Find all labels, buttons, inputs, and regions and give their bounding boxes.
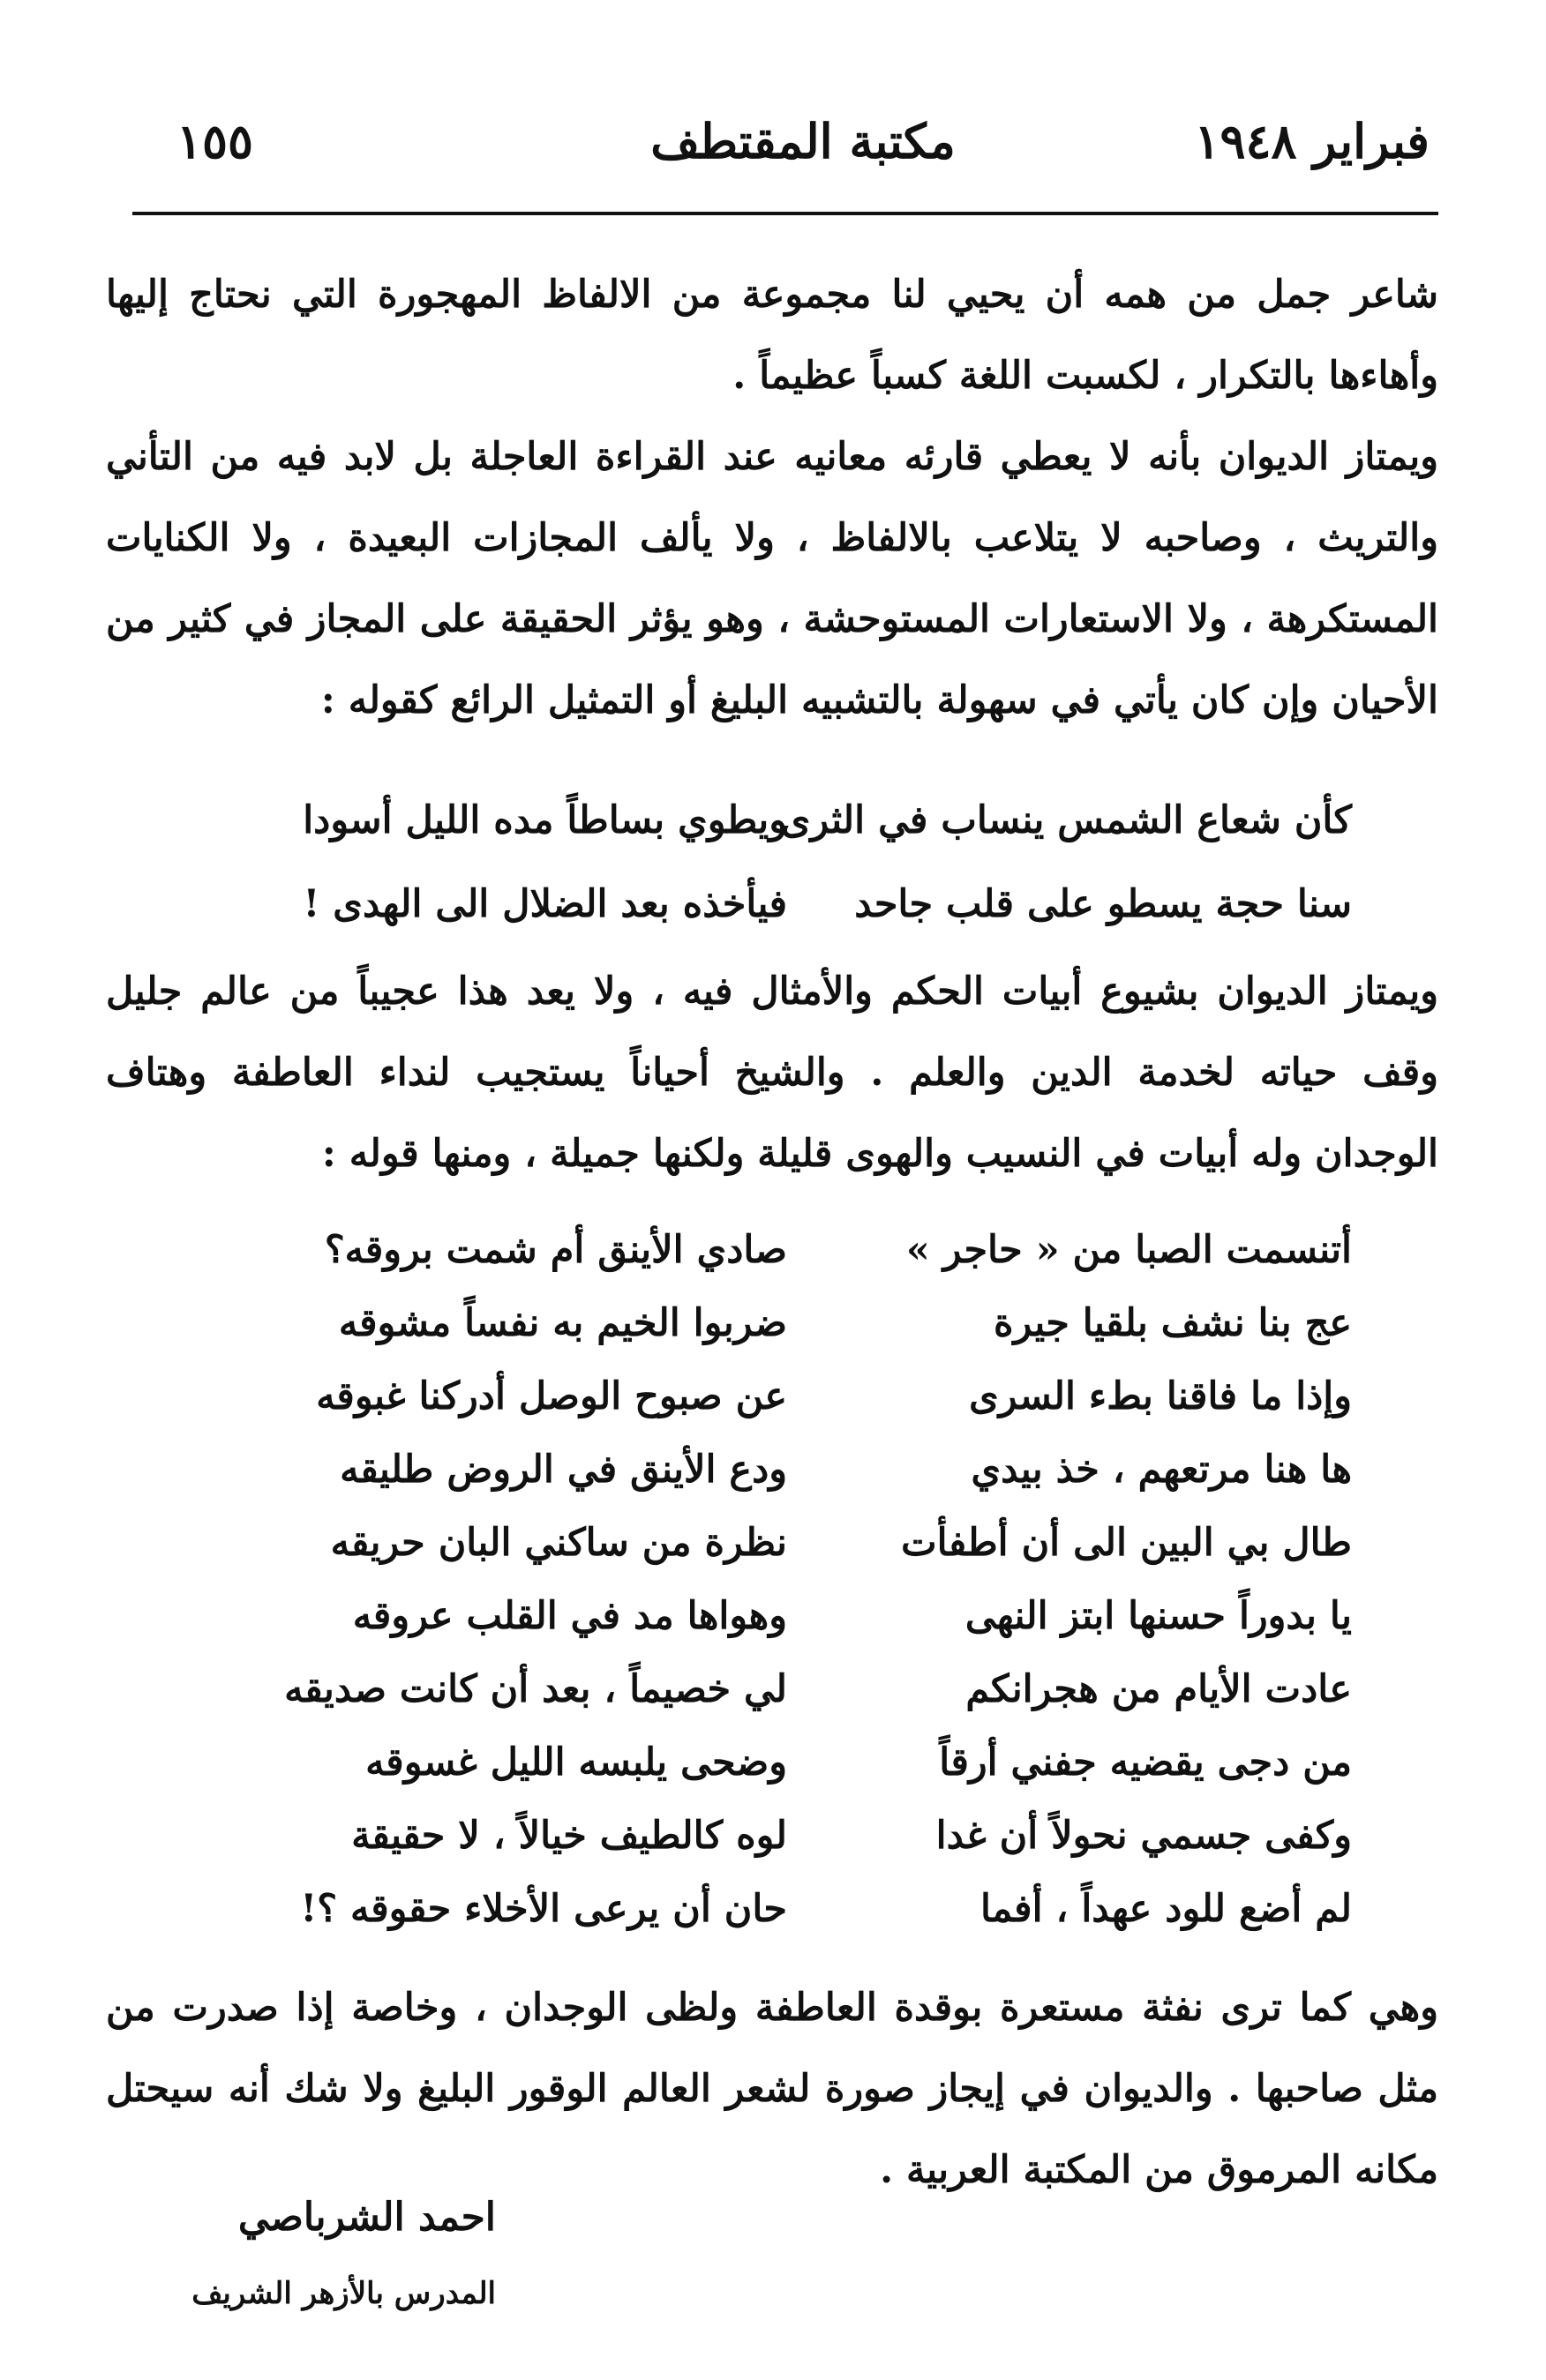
paragraph-1: شاعر جمل من همه أن يحيي لنا مجموعة من الالفاظ المهجورة التي نحتاج إليها وأهاءها بالتكرار ، لكسبت اللغة كسباً عظيماً . <box>106 273 1438 398</box>
paragraph-3: ويمتاز الديوان بشيوع أبيات الحكم والأمثال فيه ، ولا يعد هذا عجيباً من عالم جليل وقف حياته لخدمة الدين والعلم . والشيخ أحياناً يستجيب لنداء العاطفة وهتاف الوجدان وله أبيات في النسيب والهوى قليلة ولكنها جميلة ، ومنها قوله : <box>106 969 1438 1176</box>
verse-second-half: ودع الأينق في الروض طليقه <box>340 1448 787 1492</box>
verse-first-half: وإذا ما فاقنا بطء السرى <box>969 1374 1352 1418</box>
verse-second-half: فيأخذه بعد الضلال الى الهدى ! <box>303 882 787 926</box>
verse-second-half: ويطوي بساطاً مده الليل أسودا <box>303 798 787 842</box>
verse-second-half: لي خصيماً ، بعد أن كانت صديقه <box>284 1667 787 1711</box>
verse-first-half: عادت الأيام من هجرانكم <box>965 1667 1352 1711</box>
verse-second-half: نظرة من ساكني البان حريقه <box>330 1521 787 1565</box>
page-number: ١٥٥ <box>176 113 254 169</box>
verse-first-half: طال بي البين الى أن أطفأت <box>901 1521 1352 1565</box>
verse-first-half: سنا حجة يسطو على قلب جاحد <box>854 882 1352 926</box>
verse-first-half: من دجى يقضيه جفني أرقاً <box>939 1740 1352 1785</box>
paragraph-4: وهي كما ترى نفثة مستعرة بوقدة العاطفة ولظى الوجدان ، وخاصة إذا صدرت من مثل صاحبها . والديوان في إيجاز صورة لشعر العالم الوقور البليغ ولا شك أنه سيحتل مكانه المرموق من المكتبة العربية . <box>106 1986 1438 2192</box>
verse-first-half: أتنسمت الصبا من « حاجر » <box>905 1228 1352 1272</box>
verse-second-half: وضحى يلبسه الليل غسوقه <box>365 1740 787 1785</box>
verse-first-half: ها هنا مرتعهم ، خذ بيدي <box>971 1448 1352 1492</box>
verse-first-half: عج بنا نشف بلقيا جيرة <box>993 1301 1352 1345</box>
page-header <box>176 113 1430 183</box>
verse-second-half: عن صبوح الوصل أدركنا غبوقه <box>316 1374 787 1418</box>
verse-second-half: صادي الأينق أم شمت بروقه؟ <box>324 1228 787 1272</box>
verse-first-half: لم أضع للود عهداً ، أفما <box>980 1887 1352 1931</box>
verse-second-half: لوه كالطيف خيالاً ، لا حقيقة <box>351 1814 787 1858</box>
header-date: فبراير ١٩٤٨ <box>1194 113 1430 169</box>
verse-first-half: يا بدوراً حسنها ابتز النهى <box>964 1594 1352 1638</box>
paragraph-2: ويمتاز الديوان بأنه لا يعطي قارئه معانيه عند القراءة العاجلة بل لابد فيه من التأني والتريث ، وصاحبه لا يتلاعب بالالفاظ ، ولا يألف المجازات البعيدة ، ولا الكنايات المستكرهة ، ولا الاستعارات المستوحشة ، وهو يؤثر الحقيقة على المجاز في كثير من الأحيان وإن كان يأتي في سهولة بالتشبيه البليغ أو التمثيل الرائع كقوله : <box>106 435 1438 722</box>
verse-first-half: كأن شعاع الشمس ينساب في الثرى <box>780 798 1352 842</box>
signature-name: احمد الشرباصي <box>237 2195 496 2240</box>
verse-second-half: حان أن يرعى الأخلاء حقوقه ؟! <box>300 1887 787 1931</box>
header-rule <box>132 212 1438 215</box>
verse-first-half: وكفى جسمي نحولاً أن غدا <box>935 1814 1352 1858</box>
signature-title: المدرس بالأزهر الشريف <box>191 2276 496 2311</box>
verse-second-half: وهواها مد في القلب عروقه <box>352 1594 787 1638</box>
verse-second-half: ضربوا الخيم به نفساً مشوقه <box>338 1301 787 1345</box>
header-title: مكتبة المقتطف <box>650 113 956 169</box>
